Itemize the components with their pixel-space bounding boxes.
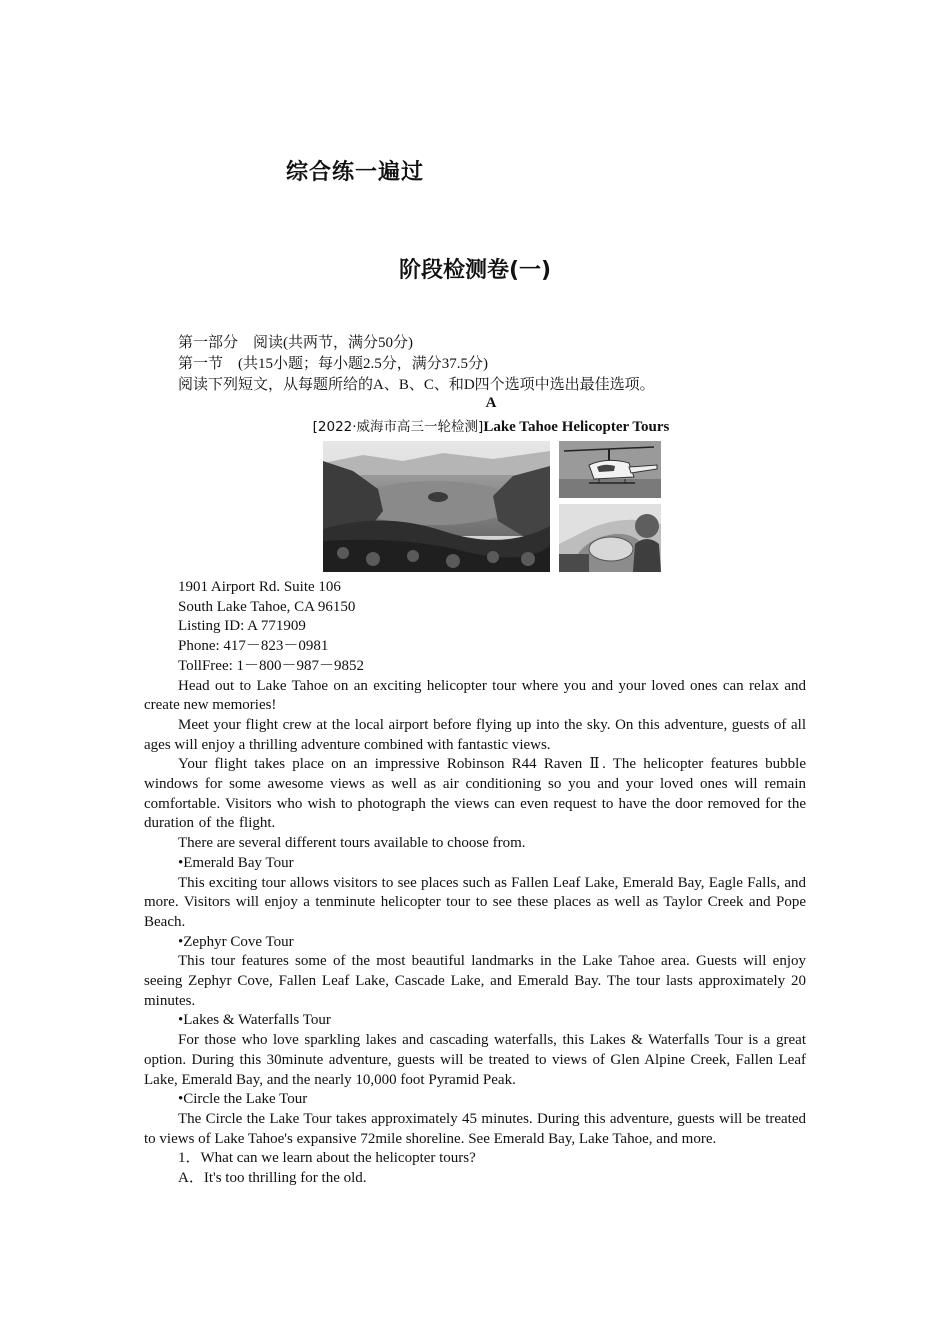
listing-id: Listing ID: A 771909 — [178, 618, 306, 635]
doc-title: 综合练一遍过 — [285, 160, 424, 185]
tour-heading: •Lakes & Waterfalls Tour — [178, 1012, 331, 1029]
address-line: South Lake Tahoe, CA 96150 — [178, 598, 356, 615]
option-a: A．It's too thrilling for the old. — [178, 1170, 367, 1187]
paragraph: Head out to Lake Tahoe on an exciting helicopter tour where you and your loved ones can relax and create new memories! — [144, 677, 806, 714]
part-heading: 第一部分 阅读(共两节，满分50分) — [178, 335, 413, 351]
passage-title — [0, 415, 950, 436]
paragraph: There are several different tours available to choose from. — [178, 835, 526, 852]
section-header — [178, 333, 655, 396]
paragraph: The Circle the Lake Tour takes approximately 45 minutes. During this adventure, guests will be treated to views of Lake Tahoe's expansive 72mile shoreline. See Emerald Bay, Lake Tahoe, and more. — [144, 1110, 806, 1147]
exam-title: 阶段检测卷(一) — [398, 258, 552, 283]
phone: Phone: 417－823－0981 — [178, 638, 329, 655]
passage-letter: A — [485, 395, 497, 411]
helicopter-photo — [559, 441, 661, 498]
question-stem: 1．What can we learn about the helicopter tours? — [178, 1150, 476, 1167]
passage-name: Lake Tahoe Helicopter Tours — [483, 419, 670, 435]
address-line: 1901 Airport Rd. Suite 106 — [178, 579, 341, 595]
paragraph: For those who love sparkling lakes and cascading waterfalls, this Lakes & Waterfalls Tour is a great option. During this 30minute adventure, guests will be treated to views of Glen Alpine Creek, Fallen Leaf Lake, Emerald Bay, and the nearly 10,000 foot Pyramid Peak. — [144, 1032, 806, 1088]
photo-group — [323, 441, 661, 572]
paragraph: This tour features some of the most beautiful landmarks in the Lake Tahoe area. Guests will enjoy seeing Zephyr Cove, Fallen Leaf Lake, Cascade Lake, and Emerald Bay. The tour lasts approximately 20 minutes. — [144, 953, 806, 1009]
tour-heading: •Circle the Lake Tour — [178, 1091, 308, 1108]
tour-heading: •Zephyr Cove Tour — [178, 933, 294, 950]
subsection-heading: 第一节 (共15小题；每小题2.5分，满分37.5分) — [178, 356, 488, 372]
tour-heading: •Emerald Bay Tour — [178, 854, 294, 871]
instruction: 阅读下列短文，从每题所给的A、B、C、和D四个选项中选出最佳选项。 — [178, 377, 655, 393]
passage-source: [2022·威海市高三一轮检测] — [312, 419, 484, 435]
tollfree: TollFree: 1－800－987－9852 — [178, 657, 365, 674]
paragraph: Meet your flight crew at the local airport before flying up into the sky. On this adventure, guests of all ages will enjoy a thrilling adventure combined with fantastic views. — [144, 716, 806, 753]
passage-body — [144, 578, 806, 1189]
paragraph: Your flight takes place on an impressive Robinson R44 Raven Ⅱ. The helicopter features bubble windows for some awesome views as well as air conditioning so you and your loved ones will remain comfortable. Visitors who wish to photograph the views can even request to have the door removed for the duration of the flight. — [144, 756, 806, 832]
paragraph: This exciting tour allows visitors to see places such as Fallen Leaf Lake, Emerald Bay, Eagle Falls, and more. Visitors will enjoy a tenminute helicopter tour to see these places as well as Taylor Creek and Pope Beach. — [144, 874, 806, 930]
lake-photo — [323, 441, 550, 572]
cockpit-photo — [559, 504, 661, 572]
